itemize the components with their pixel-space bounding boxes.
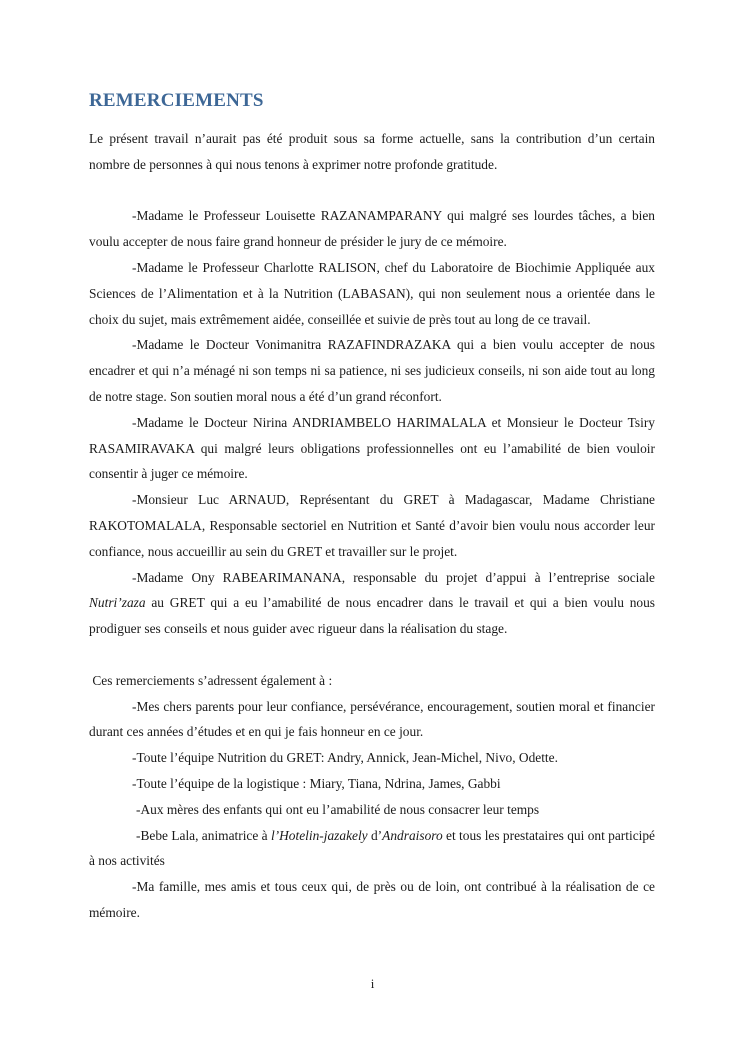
- andraisoro-italic: Andraisoro: [382, 827, 443, 843]
- nutrizaza-italic: Nutri’zaza: [89, 595, 146, 611]
- ack-rabearimanana: [89, 565, 655, 642]
- ack-razanamparany: -Madame le Professeur Louisette RAZANAMPARANY qui malgré ses lourdes tâches, a bien voulu accepter de nous faire grand honneur de présider le jury de ce mémoire.: [89, 208, 655, 250]
- also-parents: -Mes chers parents pour leur confiance, persévérance, encouragement, soutien moral et financier durant ces années d’études et en qui je fais honneur en ce jour.: [89, 698, 655, 740]
- bebe-text-1: -Bebe Lala, animatrice à: [136, 827, 271, 843]
- ack-rabearimanana-text-2: au GRET qui a eu l’amabilité de nous encadrer dans le travail et qui a bien voulu nous prodiguer ses conseils et nous guider avec rigueur dans la réalisation du stage.: [89, 595, 655, 637]
- page-number: i: [370, 976, 375, 991]
- also-nutrition-team: -Toute l’équipe Nutrition du GRET: Andry, Annick, Jean-Michel, Nivo, Odette.: [132, 750, 558, 766]
- also-mothers: -Aux mères des enfants qui ont eu l’amabilité de nous consacrer leur temps: [136, 801, 540, 817]
- page-title: REMERCIEMENTS: [89, 90, 264, 111]
- bebe-text-3: et tous les prestataires qui ont participé à nos activités: [89, 827, 655, 869]
- intro-paragraph: Le présent travail n’aurait pas été produit sous sa forme actuelle, sans la contribution d’un certain nombre de personnes à qui nous tenons à exprimer notre profonde gratitude.: [89, 131, 655, 172]
- bebe-text-2: d’: [367, 827, 383, 843]
- ack-rabearimanana-text-1: -Madame Ony RABEARIMANANA, responsable du projet d’appui à l’entreprise sociale: [132, 569, 655, 585]
- ack-razafindrazaka: -Madame le Docteur Vonimanitra RAZAFINDRAZAKA qui a bien voulu accepter de nous encadrer et qui n’a ménagé ni son temps ni sa patience, ni ses judicieux conseils, ni son aide tout au long de notre stage. Son soutien moral nous a été d’un grand réconfort.: [89, 337, 655, 404]
- ack-andriambelo-rasamiravaka: -Madame le Docteur Nirina ANDRIAMBELO HARIMALALA et Monsieur le Docteur Tsiry RASAMIRAVAKA qui malgré leurs obligations professionnelles ont eu l’amabilité de bien vouloir consentir à juger ce mémoire.: [89, 414, 655, 482]
- also-bebe-lala: [89, 823, 655, 875]
- hotelin-italic: l’Hotelin-jazakely: [270, 827, 368, 843]
- ack-ralison: -Madame le Professeur Charlotte RALISON, chef du Laboratoire de Biochimie Appliquée aux Sciences de l’Alimentation et à la Nutrition (LABASAN), qui non seulement nous a orientée dans le choix du sujet, mais extrêmement aidée, conseillée et suivie de près tout au long de ce travail.: [89, 259, 655, 327]
- also-logistics-team: -Toute l’équipe de la logistique : Miary, Tiana, Ndrina, James, Gabbi: [132, 775, 501, 791]
- also-intro: Ces remerciements s’adressent également à :: [89, 672, 333, 688]
- ack-arnaud-rakotomalala: -Monsieur Luc ARNAUD, Représentant du GRET à Madagascar, Madame Christiane RAKOTOMALALA, Responsable sectoriel en Nutrition et Santé d’avoir bien voulu nous accorder leur confiance, nous accueillir au sein du GRET et travailler sur le projet.: [89, 492, 655, 559]
- also-family-friends: -Ma famille, mes amis et tous ceux qui, de près ou de loin, ont contribué à la réalisation de ce mémoire.: [89, 879, 655, 920]
- document-page: [89, 88, 655, 926]
